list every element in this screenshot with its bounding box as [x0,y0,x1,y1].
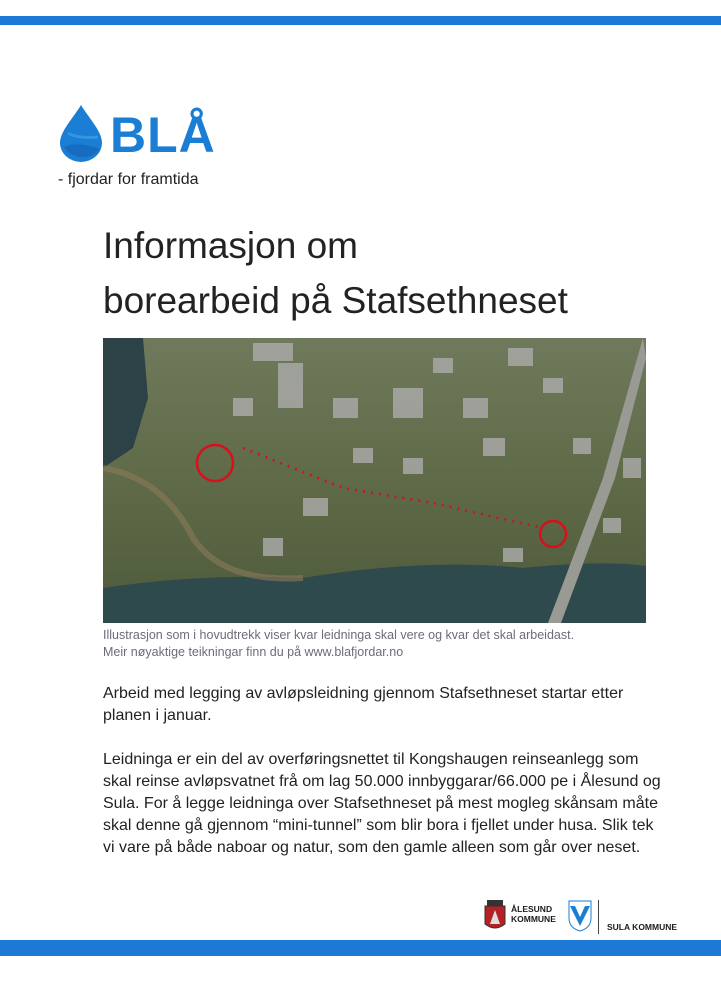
sula-shield-icon [568,900,592,932]
paragraph-details: Leidninga er ein del av overføringsnettet til Kongshaugen reinseanlegg som skal reinse avløpsvatnet frå om lag 50.000 innbyggarar/66.000 pe i Ålesund og Sula. For å legge leidninga over Stafsethneset på mest mogleg skånsam måte skal denne gå gjennom “mini-tunnel” som blir bora i fjellet under husa. Slik tek vi vare på både naboar og natur, som den gamle alleen som går over neset. [103,751,661,856]
aerial-map [103,338,646,623]
alesund-coat-of-arms-icon [484,900,506,932]
title-line-2: borearbeid på Stafsethneset [103,280,568,321]
water-drop-icon [58,103,104,163]
bottom-accent-bar [0,940,721,956]
title-line-1: Informasjon om [103,225,358,266]
logo-wordmark: BLÅ [110,107,216,163]
divider [598,900,599,934]
page-title [103,218,568,328]
logo-tagline: - fjordar for framtida [58,171,199,188]
paragraph-start-date: Arbeid med legging av avløpsleidning gjennom Stafsethneset startar etter planen i januar. [103,685,624,724]
alesund-line-2: KOMMUNE [511,914,556,924]
alesund-line-1: ÅLESUND [511,904,553,914]
caption-line-2: Meir nøyaktige teikningar finn du på www.blafjordar.no [103,645,404,659]
caption-line-1: Illustrasjon som i hovudtrekk viser kvar leidninga skal vere og kvar det skal arbeidast. [103,628,575,642]
map-caption [103,627,663,661]
top-accent-bar [0,16,721,25]
sula-label: SULA KOMMUNE [607,922,678,932]
